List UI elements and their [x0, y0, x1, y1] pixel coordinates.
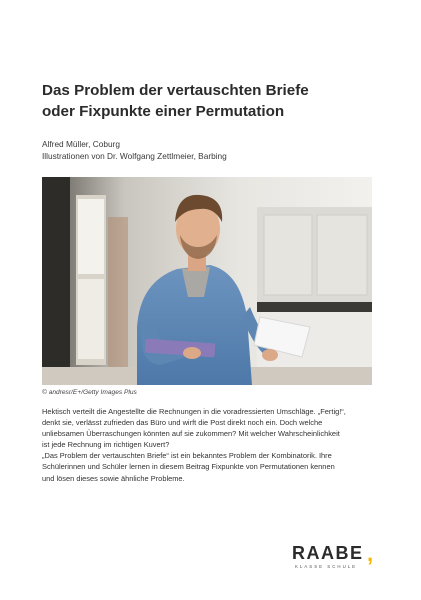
- intro-text: [42, 406, 374, 484]
- intro-line: Hektisch verteilt die Angestellte die Rechnungen in die voradressierten Umschläge. „Fertig!“,: [42, 407, 346, 416]
- cover-photo: [42, 177, 372, 385]
- photo-credit: © andresr/E+/Getty Images Plus: [42, 389, 137, 396]
- page-title: [42, 80, 382, 122]
- logo-wordmark: RAABE: [292, 543, 364, 563]
- illustrator-name: Illustrationen von Dr. Wolfgang Zettlmeier, Barbing: [42, 151, 227, 161]
- intro-line: und lösen dieses sowie ähnliche Probleme.: [42, 473, 185, 483]
- logo-subtitle: KLASSE SCHULE: [295, 564, 358, 569]
- intro-line: denkt sie, verlässt zufrieden das Büro und wirft die Post direkt noch ein. Doch welche: [42, 418, 323, 428]
- title-line-1: Das Problem der vertauschten Briefe: [42, 82, 309, 99]
- intro-line: Schülerinnen und Schüler lernen in diesem Beitrag Fixpunkte von Permutationen kennen: [42, 462, 335, 472]
- intro-line: ist jede Rechnung im richtigen Kuvert?: [42, 440, 170, 450]
- title-line-2: oder Fixpunkte einer Permutation: [42, 103, 285, 120]
- intro-line: „Das Problem der vertauschten Briefe“ ist ein bekanntes Problem der Kombinatorik. Ihre: [42, 451, 332, 461]
- intro-line: unliebsamen Überraschungen könnten auf sie zukommen? Mit welcher Wahrscheinlichkeit: [42, 429, 340, 439]
- logo-comma: ,: [367, 541, 374, 566]
- cover-photo-illustration: [42, 177, 372, 385]
- author-name: Alfred Müller, Coburg: [42, 139, 120, 149]
- author-block: [42, 138, 382, 162]
- raabe-logo: [292, 543, 382, 573]
